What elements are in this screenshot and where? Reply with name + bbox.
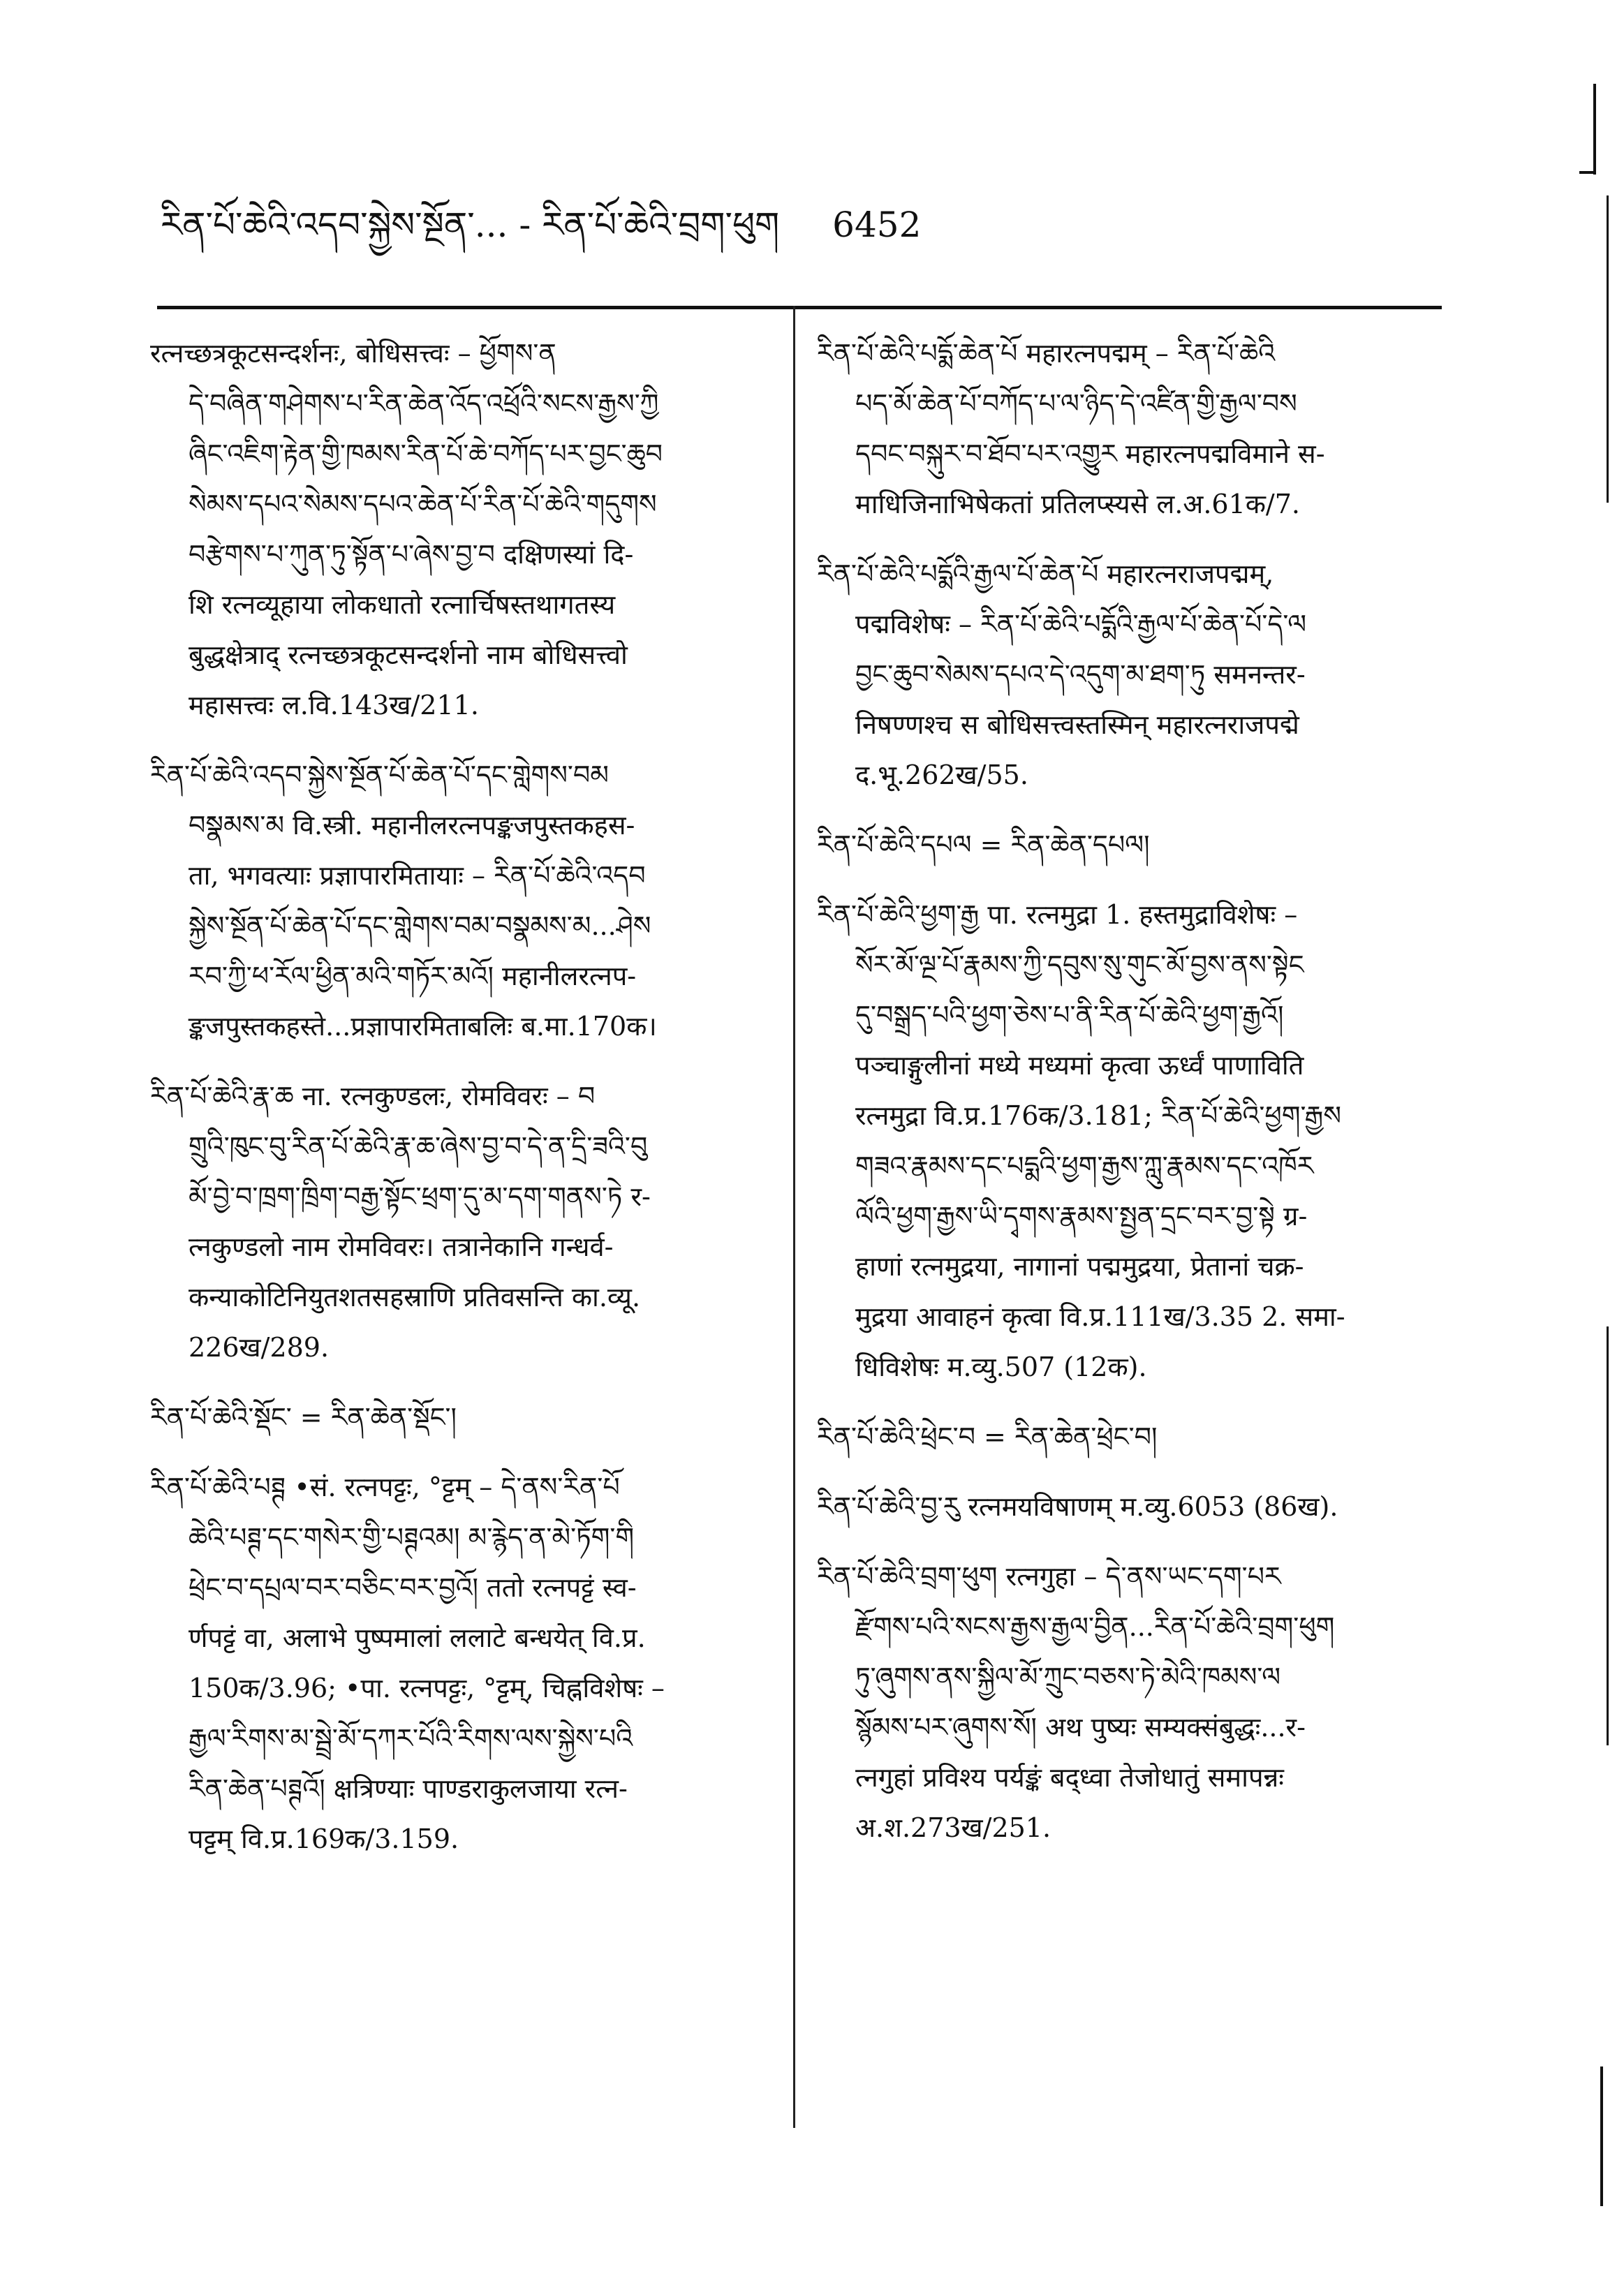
entry-line: पञ्चाङ्गुलीनां मध्ये मध्यमां कृत्वा ऊर्ध्वं पाणाविति [855, 1050, 1304, 1081]
entry-line: पद्मविशेषः – རིན་པོ་ཆེའི་པདྨོའི་རྒྱལ་པོ་ཆེན་པོ་དེ་ལ [855, 609, 1307, 639]
dictionary-entry [817, 549, 1431, 800]
entry-line: པད་མོ་ཆེན་པོ་བཀོད་པ་ལ་ཉིད་དེ་འཛིན་གྱི་རྒྱལ་བས [855, 388, 1297, 419]
entry-line: ཏུ་ཞུགས་ནས་སྐྱིལ་མོ་ཀྲུང་བཅས་ཏེ་མེའི་ཁམས་ལ [855, 1662, 1281, 1692]
right-column [817, 328, 1431, 1872]
entry-headline: རིན་པོ་ཆེའི་འདབ་སྐྱེས་སྔོན་པོ་ཆེན་པོ་དང་གླེགས་བམ [150, 760, 609, 790]
entry-headline: རིན་པོ་ཆེའི་པདྨོའི་རྒྱལ་པོ་ཆེན་པོ महारत्नराजपद्मम्, [817, 559, 1274, 589]
entry-headline: རིན་པོ་ཆེའི་པཊྚ •सं. रत्नपट्टः, °ट्टम् – དེ་ནས་རིན་པོ [150, 1472, 620, 1502]
entry-line: र्णपट्टं वा, अलाभे पुष्पमालां ललाटे बन्धयेत् वि.प्र. [189, 1622, 646, 1653]
entry-line: मुद्रया आवाहनं कृत्वा वि.प्र.111ख/3.35 2. समा- [855, 1301, 1345, 1332]
left-column [150, 328, 765, 1884]
entry-line: ཕྲེང་བ་དཔྲལ་བར་བཅིང་བར་བྱའོ། ततो रत्नपट्टं स्व- [189, 1572, 637, 1603]
entry-line: རིན་ཆེན་པཊྚའོ། क्षत्रिण्याः पाण्डराकुलजाया रत्न- [189, 1773, 628, 1804]
entry-headline: རིན་པོ་ཆེའི་བྱ་རུ रत्नमयविषाणम् म.व्यु.6053 (86ख). [817, 1491, 1338, 1522]
entry-line: शि रत्नव्यूहाया लोकधातो रत्नार्चिषस्तथागतस्य [189, 589, 616, 620]
entry-line: द.भू.262ख/55. [855, 760, 1028, 790]
entry-line: रत्नमुद्रा वि.प्र.176क/3.181; རིན་པོ་ཆེའི་ཕྱག་རྒྱས [855, 1100, 1341, 1131]
entry-headline: रत्नच्छत्रकूटसन्दर्शनः, बोधिसत्त्वः – ཕྱོགས་ན [150, 338, 556, 369]
entry-headline: རིན་པོ་ཆེའི་པདྨོ་ཆེན་པོ महारत्नपद्मम् – རིན་པོ་ཆེའི [817, 338, 1276, 369]
entry-line: त्नगुहां प्रविश्य पर्यङ्कं बद्ध्वा तेजोधातुं समापन्नः [855, 1762, 1284, 1793]
entry-line: हाणां रत्नमुद्रया, नागानां पद्ममुद्रया, प्रेतानां चक्र- [855, 1251, 1304, 1282]
entry-headline: རིན་པོ་ཆེའི་ཕྱག་རྒྱ पा. रत्नमुद्रा 1. हस्तमुद्राविशेषः – [817, 899, 1298, 930]
entry-line: ཆེའི་པཊྚ་དང་གསེར་གྱི་པཊྚའམ། མ་རྙེད་ན་མེ་ཏོག་གི [189, 1522, 635, 1553]
entry-line: अ.श.273ख/251. [855, 1812, 1051, 1843]
entry-line: ལོའི་ཕྱག་རྒྱས་ཡི་དྭགས་རྣམས་སྤྱན་དྲང་བར་བྱ་སྟེ ग्र- [855, 1201, 1308, 1232]
entry-line: कन्याकोटिनियुतशतसहस्राणि प्रतिवसन्ति का.व्यू. [189, 1282, 641, 1313]
entry-line: རྫོགས་པའི་སངས་རྒྱས་རྒྱལ་བྱིན...རིན་པོ་ཆེའི་བྲག་ཕུག [855, 1611, 1335, 1642]
dictionary-entry [817, 1412, 1431, 1462]
entry-headline: རིན་པོ་ཆེའི་དཔལ = རིན་ཆེན་དཔལ། [817, 829, 1150, 860]
entry-line: རྒྱལ་རིགས་མ་སྦྲེ་མོ་དཀར་པོའི་རིགས་ལས་སྐྱེས་པའི [189, 1723, 633, 1754]
entry-line: སོར་མོ་ལྔ་པོ་རྣམས་ཀྱི་དབུས་སུ་གུང་མོ་བྱས་ནས་སྟེང [855, 949, 1304, 980]
entry-line: महासत्त्वः ल.वि.143ख/211. [189, 690, 479, 720]
margin-bracket-mark [1593, 84, 1596, 175]
dictionary-entry [150, 750, 765, 1051]
dictionary-entry [817, 820, 1431, 870]
running-header [161, 197, 929, 253]
entry-line: བྱང་ཆུབ་སེམས་དཔའ་དེ་འདུག་མ་ཐག་ཏུ समनन्तर- [855, 659, 1306, 690]
entry-headline: རིན་པོ་ཆེའི་སྡོང་ = རིན་ཆེན་སྡོང་། [150, 1402, 457, 1433]
margin-edge-line [1607, 1326, 1609, 1745]
entry-line: ཞིང་འཇིག་རྟེན་གྱི་ཁམས་རིན་པོ་ཆེ་བཀོད་པར་བྱང་ཆུབ [189, 438, 663, 469]
entry-line: ङ्कजपुस्तकहस्ते...प्रज्ञापारमिताबलिः ब.मा.170क। [189, 1011, 657, 1042]
entry-line: སྐྱེས་སྔོན་པོ་ཆེན་པོ་དང་གླེགས་བམ་བསྣམས་མ...ཤེས [189, 910, 651, 941]
dictionary-entry [817, 889, 1431, 1392]
entry-line: 150क/3.96; •पा. रत्नपट्टः, °ट्टम्, चिह्नविशेषः – [189, 1673, 665, 1703]
dictionary-entry [817, 1481, 1431, 1532]
dictionary-entry [150, 1462, 765, 1864]
entry-line: 226ख/289. [189, 1332, 330, 1363]
entry-line: पट्टम् वि.प्र.169क/3.159. [189, 1824, 459, 1854]
entry-line: धिविशेषः म.व्यु.507 (12क). [855, 1352, 1147, 1382]
margin-bracket-mark [1579, 171, 1596, 174]
margin-edge-line [1607, 195, 1609, 503]
dictionary-entry [817, 1551, 1431, 1853]
entry-line: माधिजिनाभिषेकतां प्रतिलप्स्यसे ल.अ.61क/7. [855, 489, 1300, 519]
entry-line: གཟའ་རྣམས་དང་པདྨའི་ཕྱག་རྒྱས་ཀླུ་རྣམས་དང་འཁོར [855, 1151, 1314, 1181]
headword-range: རིན་པོ་ཆེའི་འདབ་སྐྱེས་སྔོན་... - རིན་པོ་ཆེའི་བྲག་ཕུག [161, 205, 780, 245]
dictionary-entry [150, 1071, 765, 1373]
dictionary-entry [150, 1392, 765, 1442]
entry-line: དུ་བསྒྲད་པའི་ཕྱག་ཅེས་པ་ནི་རིན་པོ་ཆེའི་ཕྱག་རྒྱའོ། [855, 1000, 1284, 1030]
margin-edge-line [1600, 2067, 1603, 2206]
header-rule [157, 306, 1442, 309]
entry-line: མོ་བྱེ་བ་ཁྲག་ཁྲིག་བརྒྱ་སྟོང་ཕྲག་དུ་མ་དག་གནས་ཏེ र- [189, 1181, 651, 1212]
entry-line: སེམས་དཔའ་སེམས་དཔའ་ཆེན་པོ་རིན་པོ་ཆེའི་གདུགས [189, 489, 657, 519]
entry-line: निषण्णश्च स बोधिसत्त्वस्तस्मिन् महारत्नराजपद्मे [855, 709, 1299, 740]
entry-line: དེ་བཞིན་གཤེགས་པ་རིན་ཆེན་འོད་འཕྲོའི་སངས་རྒྱས་ཀྱི [189, 388, 659, 419]
dictionary-entry [150, 328, 765, 730]
entry-line: གྲུའི་ཁུང་བུ་རིན་པོ་ཆེའི་རྣ་ཆ་ཞེས་བྱ་བ་དེ་ན་དྲི་ཟའི་བུ [189, 1131, 648, 1162]
page-number: 6452 [832, 205, 922, 245]
entry-headline: རིན་པོ་ཆེའི་རྣ་ཆ ना. रत्नकुण्डलः, रोमविवरः – བ [150, 1081, 596, 1111]
entry-line: त्नकुण्डलो नाम रोमविवरः। तत्रानेकानि गन्धर्व- [189, 1232, 614, 1262]
entry-line: རབ་ཀྱི་ཕ་རོལ་ཕྱིན་མའི་གཏོར་མའོ། महानीलरत्नप- [189, 961, 637, 991]
entry-headline: རིན་པོ་ཆེའི་ཕྲེང་བ = རིན་ཆེན་ཕྲེང་བ། [817, 1421, 1158, 1452]
entry-line: ता, भगवत्याः प्रज्ञापारमितायाः – རིན་པོ་ཆེའི་འདབ [189, 860, 646, 891]
entry-headline: རིན་པོ་ཆེའི་བྲག་ཕུག रत्नगुहा – དེ་ནས་ཡང་དག་པར [817, 1561, 1281, 1592]
entry-line: དབང་བསྐུར་བ་ཐོབ་པར་འགྱུར महारत्नपद्मविमाने स- [855, 438, 1325, 469]
dictionary-entry [817, 328, 1431, 529]
entry-line: བསྣམས་མ वि.स्त्री. महानीलरत्नपङ्कजपुस्तकहस- [189, 810, 635, 841]
entry-line: बुद्धक्षेत्राद् रत्नच्छत्रकूटसन्दर्शनो नाम बोधिसत्त्वो [189, 639, 628, 670]
column-divider [793, 306, 795, 2128]
entry-line: སྙོམས་པར་ཞུགས་སོ། अथ पुष्यः सम्यक्संबुद्धः...र- [855, 1712, 1306, 1743]
entry-line: བརྩེགས་པ་ཀུན་ཏུ་སྟོན་པ་ཞེས་བྱ་བ दक्षिणस्यां दि- [189, 539, 634, 570]
